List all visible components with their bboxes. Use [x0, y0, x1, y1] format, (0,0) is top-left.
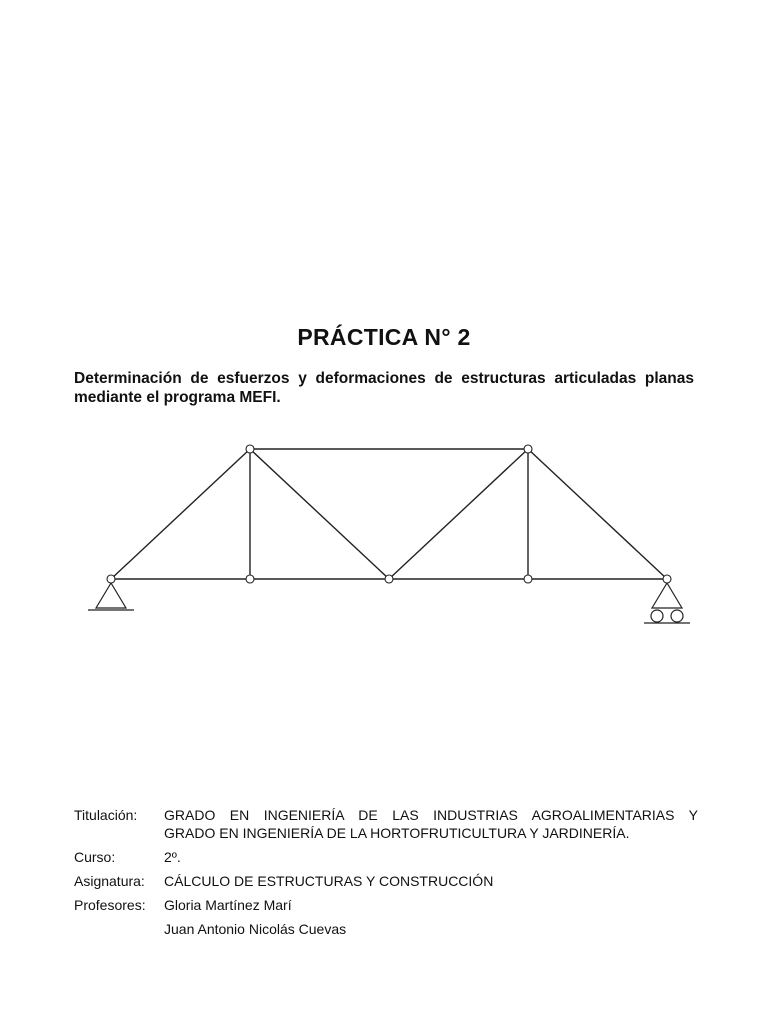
- joint: [663, 575, 671, 583]
- joint: [246, 445, 254, 453]
- roller-support: [644, 583, 690, 623]
- asignatura-row: [74, 866, 698, 890]
- truss-members: [111, 449, 667, 579]
- pinned-support: [88, 583, 134, 610]
- joint: [385, 575, 393, 583]
- joint: [107, 575, 115, 583]
- course-info: [74, 806, 698, 938]
- curso-label: Curso:: [74, 849, 116, 865]
- titulacion-label: Titulación:: [74, 807, 138, 823]
- joint: [246, 575, 254, 583]
- joint: [524, 445, 532, 453]
- asignatura-value: CÁLCULO DE ESTRUCTURAS Y CONSTRUCCIÓN: [164, 873, 494, 889]
- titulacion-row: [74, 806, 698, 842]
- profesor-2: Juan Antonio Nicolás Cuevas: [164, 921, 347, 937]
- page-title: PRÁCTICA N° 2: [297, 324, 471, 350]
- truss-diagram: [74, 436, 698, 634]
- curso-row: [74, 842, 698, 866]
- profesores-label: Profesores:: [74, 897, 146, 913]
- end-diagonal-left: [111, 449, 250, 579]
- titulacion-value: [164, 806, 698, 842]
- titulacion-line-1: GRADO EN INGENIERÍA DE LAS INDUSTRIAS AGROALIMENTARIAS Y: [164, 807, 698, 823]
- truss-joints: [107, 445, 671, 583]
- diagonal-left: [250, 449, 389, 579]
- titulacion-line-2: GRADO EN INGENIERÍA DE LA HORTOFRUTICULTURA Y JARDINERÍA.: [164, 825, 630, 841]
- document-subtitle: Determinación de esfuerzos y deformaciones de estructuras articuladas planas mediante el programa MEFI.: [74, 370, 694, 406]
- profesor-1: Gloria Martínez Marí: [164, 897, 292, 913]
- joint: [524, 575, 532, 583]
- end-diagonal-right: [528, 449, 667, 579]
- profesores-row-2: [74, 914, 698, 938]
- diagonal-right: [389, 449, 528, 579]
- curso-value: 2º.: [164, 849, 181, 865]
- profesores-row: [74, 890, 698, 914]
- asignatura-label: Asignatura:: [74, 873, 145, 889]
